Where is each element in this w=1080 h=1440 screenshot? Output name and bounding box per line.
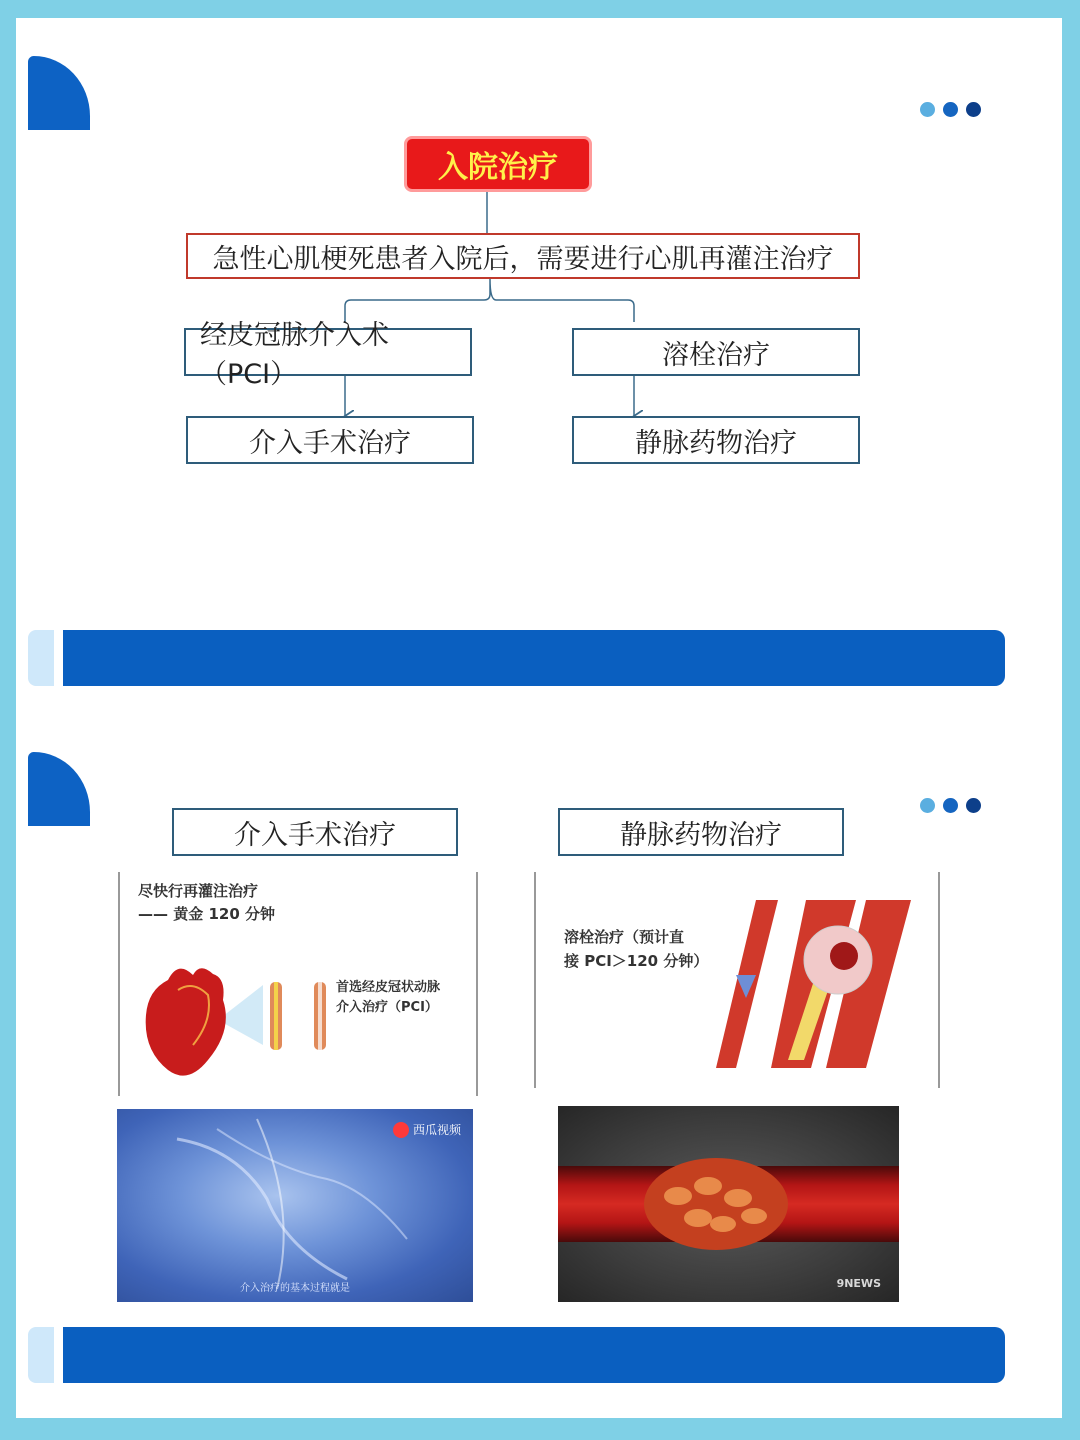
clot-video-thumbnail [558, 1106, 899, 1302]
divider-band-tab [28, 1327, 54, 1383]
slide-text: 接 PCI＞120 分钟） [564, 952, 709, 970]
menu-dots-icon [920, 102, 981, 117]
news-watermark: 9NEWS [836, 1277, 881, 1290]
xigua-logo-icon [393, 1122, 409, 1138]
interventional-surgery-header: 介入手术治疗 [172, 808, 458, 856]
heart-illustration [138, 960, 334, 1086]
flowchart-title: 入院治疗 [404, 136, 592, 192]
iv-drug-header: 静脉药物治疗 [558, 808, 844, 856]
menu-dots-icon [920, 798, 981, 813]
slide-text: —— 黄金 120 分钟 [138, 905, 275, 923]
thrombolysis-slide [534, 872, 940, 1088]
divider-band-tab [28, 630, 54, 686]
slide-text: 介入治疗（PCI） [336, 1000, 438, 1015]
slide-text: 溶栓治疗（预计直 [564, 928, 685, 946]
interventional-surgery-node: 介入手术治疗 [186, 416, 474, 464]
divider-band [63, 630, 1005, 686]
pci-video-thumbnail [117, 1109, 473, 1302]
xigua-watermark [393, 1121, 461, 1138]
slide-text: 尽快行再灌注治疗 [138, 882, 259, 900]
pci-slide [118, 872, 478, 1096]
iv-drug-node: 静脉药物治疗 [572, 416, 860, 464]
pci-node: 经皮冠脉介入术（PCI） [184, 328, 472, 376]
reperfusion-node: 急性心肌梗死患者入院后，需要进行心肌再灌注治疗 [186, 233, 860, 279]
video-caption: 介入治疗的基本过程就是 [240, 1283, 350, 1294]
blood-clot [558, 1106, 899, 1302]
watermark-text: 西瓜视频 [412, 1123, 461, 1137]
vessel-illustration [716, 900, 916, 1068]
slide-text: 首选经皮冠状动脉 [336, 980, 441, 995]
divider-band [63, 1327, 1005, 1383]
thrombolysis-node: 溶栓治疗 [572, 328, 860, 376]
